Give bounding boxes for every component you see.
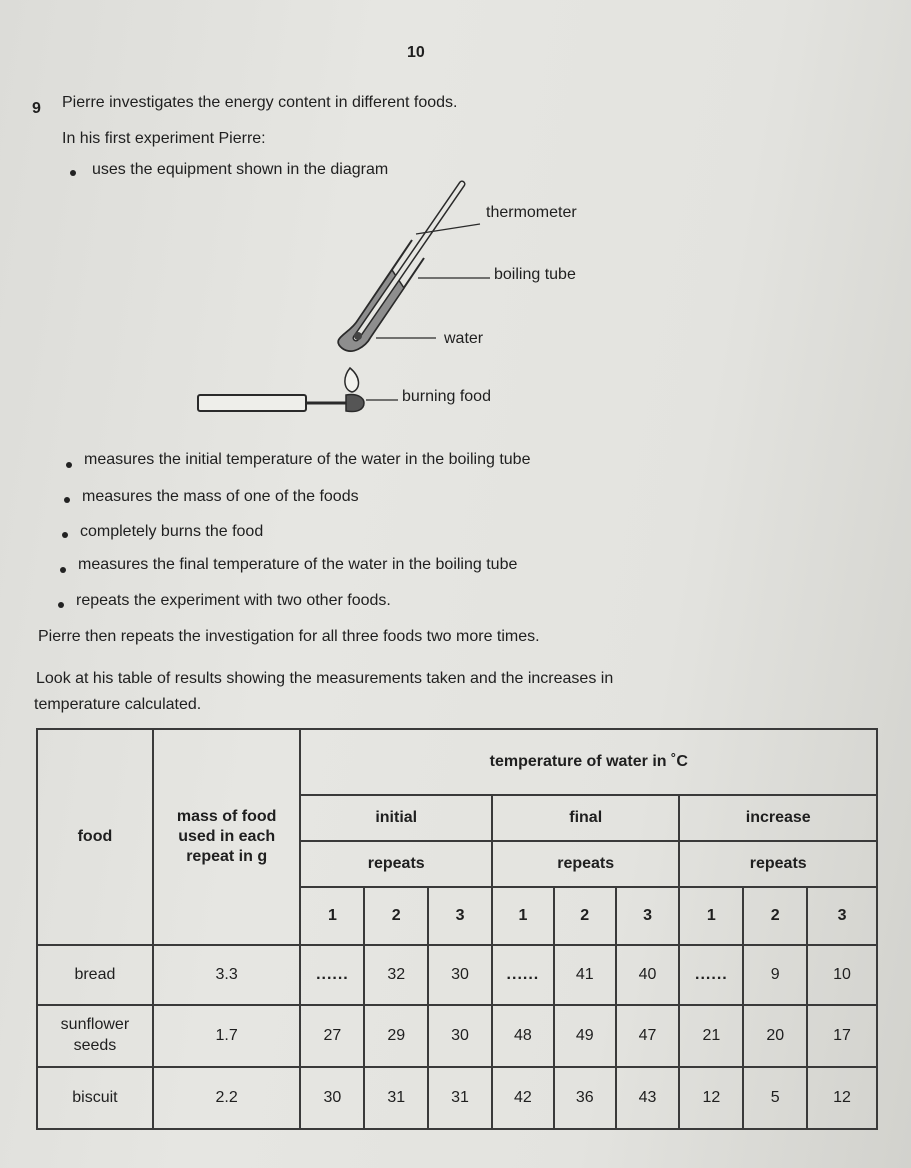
header-final: final: [492, 795, 679, 841]
step-4: completely burns the food: [80, 523, 264, 540]
repeat-number: 3: [807, 887, 877, 945]
label-thermometer: thermometer: [486, 204, 577, 221]
increase-value: 12: [679, 1067, 743, 1129]
bullet-point: [66, 462, 72, 468]
final-value: 40: [616, 945, 680, 1005]
header-repeats-final: repeats: [492, 841, 679, 887]
final-value: 42: [492, 1067, 554, 1129]
increase-value: 9: [743, 945, 807, 1005]
repeat-number: 2: [364, 887, 428, 945]
initial-value: 30: [428, 945, 492, 1005]
repeat-number: 1: [679, 887, 743, 945]
food-name: bread: [37, 945, 153, 1005]
food-name: biscuit: [37, 1067, 153, 1129]
repeat-number: 1: [300, 887, 364, 945]
bullet-point: [58, 602, 64, 608]
final-value: 36: [554, 1067, 616, 1129]
increase-value: 12: [807, 1067, 877, 1129]
food-mass: 1.7: [153, 1005, 301, 1067]
label-water: water: [444, 330, 484, 347]
header-initial: initial: [300, 795, 491, 841]
table-row: [37, 1005, 877, 1067]
final-missing-blank[interactable]: ......: [492, 945, 554, 1005]
initial-value: 32: [364, 945, 428, 1005]
increase-value: 10: [807, 945, 877, 1005]
initial-value: 30: [300, 1067, 364, 1129]
bullet-point: [64, 497, 70, 503]
food-mass: 3.3: [153, 945, 301, 1005]
header-increase: increase: [679, 795, 877, 841]
repeat-number: 3: [616, 887, 680, 945]
repeat-number: 2: [743, 887, 807, 945]
header-food: food: [37, 729, 153, 945]
question-number: 9: [32, 100, 41, 117]
bullet-point: [70, 170, 76, 176]
initial-value: 31: [428, 1067, 492, 1129]
table-intro-line-2: temperature calculated.: [34, 696, 202, 713]
question-intro: Pierre investigates the energy content in different foods.: [62, 94, 458, 111]
initial-value: 27: [300, 1005, 364, 1067]
needle-handle: [198, 395, 306, 411]
initial-value: 29: [364, 1005, 428, 1067]
repeat-number: 2: [554, 887, 616, 945]
step-5: measures the final temperature of the water in the boiling tube: [78, 556, 518, 573]
increase-value: 5: [743, 1067, 807, 1129]
apparatus-diagram: [180, 170, 500, 420]
header-mass: mass of food used in each repeat in g: [153, 729, 301, 945]
label-boiling-tube: boiling tube: [494, 266, 576, 283]
step-1: uses the equipment shown in the diagram: [92, 161, 389, 178]
table-row: [37, 945, 877, 1005]
label-burning-food: burning food: [402, 388, 491, 405]
increase-value: 20: [743, 1005, 807, 1067]
final-value: 49: [554, 1005, 616, 1067]
initial-missing-blank[interactable]: ......: [300, 945, 364, 1005]
final-value: 47: [616, 1005, 680, 1067]
food-name: sunflower seeds: [37, 1005, 153, 1067]
page-number: 10: [407, 44, 425, 61]
initial-value: 31: [364, 1067, 428, 1129]
increase-value: 21: [679, 1005, 743, 1067]
final-value: 48: [492, 1005, 554, 1067]
final-value: 43: [616, 1067, 680, 1129]
table-row: [37, 1067, 877, 1129]
repeat-text: Pierre then repeats the investigation for all three foods two more times.: [38, 628, 540, 645]
increase-value: 17: [807, 1005, 877, 1067]
bullet-point: [62, 532, 68, 538]
bullet-point: [60, 567, 66, 573]
repeat-number: 3: [428, 887, 492, 945]
header-repeats-initial: repeats: [300, 841, 491, 887]
flame: [345, 368, 359, 392]
food-sample: [346, 395, 364, 412]
results-table: [36, 728, 878, 1130]
step-3: measures the mass of one of the foods: [82, 488, 359, 505]
increase-missing-blank[interactable]: ......: [679, 945, 743, 1005]
step-6: repeats the experiment with two other foods.: [76, 592, 391, 609]
repeat-number: 1: [492, 887, 554, 945]
header-repeats-increase: repeats: [679, 841, 877, 887]
initial-value: 30: [428, 1005, 492, 1067]
final-value: 41: [554, 945, 616, 1005]
step-2: measures the initial temperature of the water in the boiling tube: [84, 451, 531, 468]
food-mass: 2.2: [153, 1067, 301, 1129]
first-experiment-label: In his first experiment Pierre:: [62, 130, 266, 147]
table-intro-line-1: Look at his table of results showing the measurements taken and the increases in: [36, 670, 614, 687]
header-temperature: temperature of water in ˚C: [300, 729, 877, 795]
